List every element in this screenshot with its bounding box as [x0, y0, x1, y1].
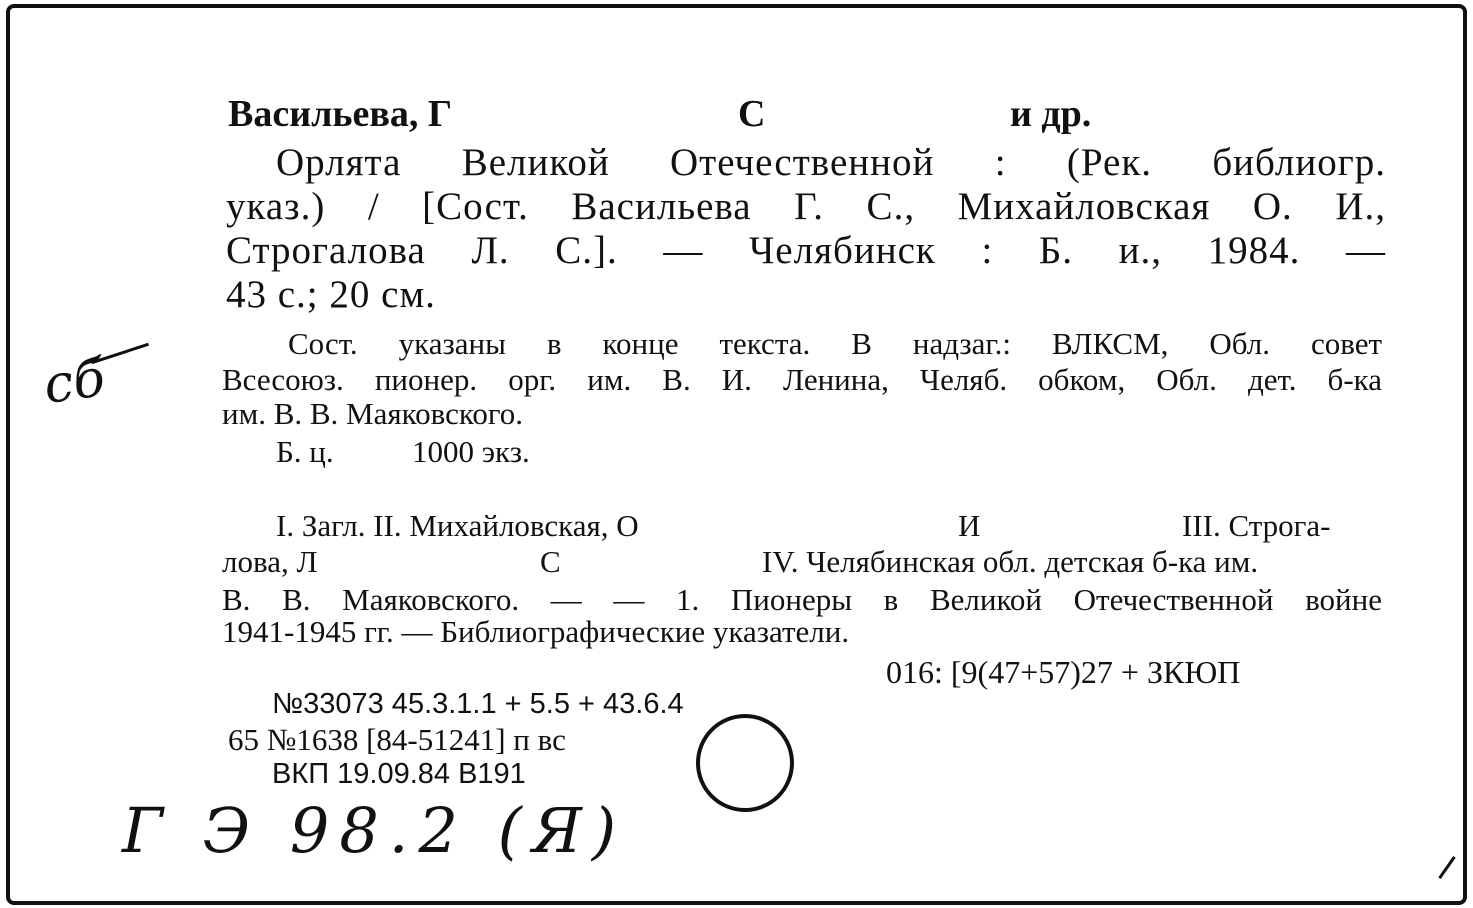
title-line: Строгалова Л. С.]. — Челябинск : Б. и., 1984. —	[226, 229, 1386, 272]
note-line: им. В. В. Маяковского.	[222, 396, 524, 431]
author-etal: и др.	[1010, 93, 1092, 135]
tracing-part: лова, Л	[222, 544, 318, 579]
title-line: Орлята Великой Отечественной : (Рек. библиогр.	[276, 141, 1386, 184]
handwritten-margin-note: сб	[40, 348, 109, 416]
tracing-line: 1941-1945 гг. — Библиографические указатели.	[222, 614, 850, 649]
tracing-line: В. В. Маяковского. — — 1. Пионеры в Великой Отечественной войне	[222, 582, 1382, 617]
tracing-part: I. Загл. II. Михайловская, О	[276, 508, 639, 543]
tracing-part: И	[958, 508, 981, 543]
author-initial: С	[738, 93, 766, 135]
author-name: Васильева, Г	[228, 93, 453, 135]
vkp-line: ВКП 19.09.84 В191	[272, 758, 526, 790]
title-line: 43 с.; 20 см.	[226, 273, 436, 316]
price: Б. ц.	[276, 434, 334, 469]
record-number: №33073 45.3.1.1 + 5.5 + 43.6.4	[272, 688, 684, 720]
tracing-part: С	[540, 544, 561, 579]
classification: 016: [9(47+57)27 + ЗКЮП	[886, 654, 1241, 690]
handwritten-shelfmark: Г Э 98.2 (Я)	[122, 794, 627, 867]
copies: 1000 экз.	[412, 434, 530, 469]
tracing-part: III. Строга-	[1182, 508, 1331, 543]
title-line: указ.) / [Сост. Васильева Г. С., Михайловская О. И.,	[226, 185, 1386, 228]
note-line: Всесоюз. пионер. орг. им. В. И. Ленина, Челяб. обком, Обл. дет. б-ка	[222, 362, 1382, 397]
order-number: 65 №1638 [84-51241] п вс	[228, 722, 566, 757]
stamp-circle	[696, 714, 794, 812]
note-line: Сост. указаны в конце текста. В надзаг.: ВЛКСМ, Обл. совет	[288, 326, 1382, 361]
tracing-part: IV. Челябинская обл. детская б-ка им.	[762, 544, 1259, 579]
